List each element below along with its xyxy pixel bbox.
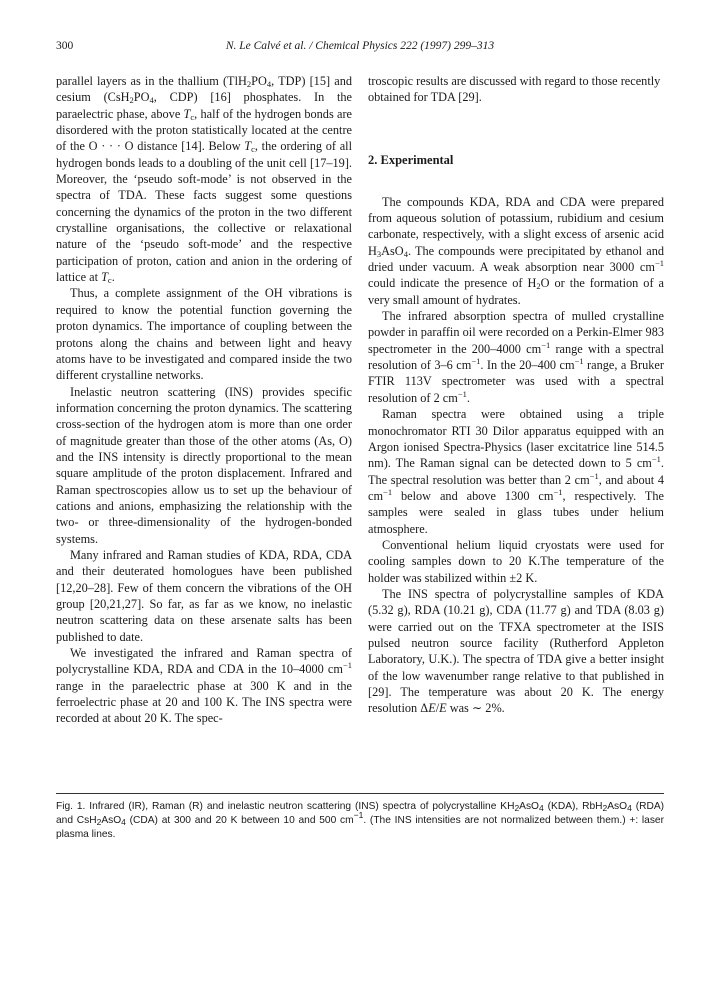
paragraph-compounds: The compounds KDA, RDA and CDA were prepared from aqueous solution of potassium, rubidium and cesium carbonate, respectively, with a slight excess of arsenic acid $H_3AsO_4$. The compounds were precipitated by ethanol and dried under vacuum. A weak absorption near 3000 $cm^{-1}$ could indicate the presence of $H_2O$ or the formation of a very small amount of hydrates. xyxy=(368,194,664,307)
paragraph-investigation: We investigated the infrared and Raman spectra of polycrystalline KDA, RDA and CDA in the 10–4000 $cm^{-1}$ range in the paraelectric phase at 300 K and in the ferroelectric phase at 20 and 100 K. The INS spectra were recorded at about 20 K. The spec- xyxy=(56,646,352,726)
figure-caption: Fig. 1. Infrared (IR), Raman (R) and inelastic neutron scattering (INS) spectra of polycrystalline $KH_2AsO_4$ (KDA), RbH$_2$AsO$_4$ (RDA) and CsH$_2$AsO$_4$ (CDA) at 300 and 20 K between 10 and 500 $cm^{-1}$. (The INS intensities are not normalized between them.) +: laser plasma lines. xyxy=(56,801,665,840)
paragraph-infrared: The infrared absorption spectra of mulled crystalline powder in paraffin oil were recorded on a Perkin-Elmer 983 spectrometer in the 200–4000 $cm^{-1}$ range with a spectral resolution of 3–6 $cm^{-1}$. In the 20–400 $cm^{-1}$ range, a Bruker FTIR 113V spectrometer was used with a spectral resolution of 2 $cm^{-1}$. xyxy=(368,309,664,405)
page-number: 300 xyxy=(56,40,74,52)
paragraph-raman: Raman spectra were obtained using a triple monochromator RTI 30 Dilor apparatus equipped with an Argon ionised Spectra-Physics (laser excitatrice line 514.5 nm). The Raman signal can be detected down to 5 $cm^{-1}$. The spectral resolution was better than 2 $cm^{-1}$, and about 4 $cm^{-1}$ below and above 1300 $cm^{-1}$, respectively. The samples were sealed in glass tubes under helium atmosphere. xyxy=(368,407,664,536)
paragraph-ins-spectra: The INS spectra of polycrystalline samples of KDA (5.32 g), RDA (10.21 g), CDA (11.77 g) and TDA (8.03 g) were carried out on the TFXA spectrometer at the ISIS pulsed neutron source facility (Rutherford Appleton Laboratory, U.K.). The spectra of TDA give a better insight of the low wavenumber range relative to that published in [29]. The temperature was about 20 K. The energy resolution ΔE/E was ∼ 2%. xyxy=(368,586,664,716)
caption-divider xyxy=(56,793,664,794)
left-column xyxy=(56,73,352,727)
paragraph-intro-continued: parallel layers as in the thallium ($TlH_2PO_4$, TDP) [15] and cesium ($CsH_2PO_4$, CDP) [16] phosphates. In the paraelectric phase, above $T_c$, half of the hydrogen bonds are disordered with the proton statistically located at the centre of the O · · · O distance [14]. Below $T_c$, the ordering of all hydrogen bonds leads to a doubling of the unit cell [17–19]. Moreover, the ‘pseudo soft-mode’ is not observed in the spectra of TDA. These facts suggest some questions concerning the dynamics of the proton in the two different crystalline organisations, the collective or relaxational nature of the ‘pseudo soft-mode’ and the respective participation of proton, cation and anion in the ordering of lattice at $T_c$. xyxy=(56,74,352,286)
running-title: N. Le Calvé et al. / Chemical Physics 222 (1997) 299–313 xyxy=(225,40,495,52)
paragraph-cryostats: Conventional helium liquid cryostats were used for cooling samples down to 20 K.The temperature of the holder was stabilized within ±2 K. xyxy=(368,537,664,585)
section-heading: 2. Experimental xyxy=(368,152,454,167)
paragraph-ins: Inelastic neutron scattering (INS) provides specific information concerning the proton dynamics. The scattering cross-section of the hydrogen atom is more than one order of magnitude greater than those of the other atoms (As, O) and the INS intensity is directly proportional to the mean square amplitude of the proton displacement. Infrared and Raman spectroscopies allow us to set up the behaviour of cations and anions, emphasizing the relationship with the two- or three-dimensionality of the hydrogen-bonded systems. xyxy=(56,384,352,546)
paragraph-continuation: troscopic results are discussed with regard to those recently obtained for TDA [29]. xyxy=(368,74,661,105)
paragraph-assignment: Thus, a complete assignment of the OH vibrations is required to know the potential function governing the proton dynamics. The importance of coupling between the protons along the chains and between light and heavy atoms have to be investigated and compared inside the two different crystalline networks. xyxy=(56,286,352,383)
page-header xyxy=(56,40,664,56)
right-column xyxy=(368,73,664,717)
paragraph-previous-studies: Many infrared and Raman studies of KDA, RDA, CDA and their deuterated homologues have been published [12,20–28]. Few of them concern the vibrations of the OH group [20,21,27]. So far, as far as we know, no inelastic neutron scattering data on these arsenate salts has been published to date. xyxy=(56,547,352,644)
